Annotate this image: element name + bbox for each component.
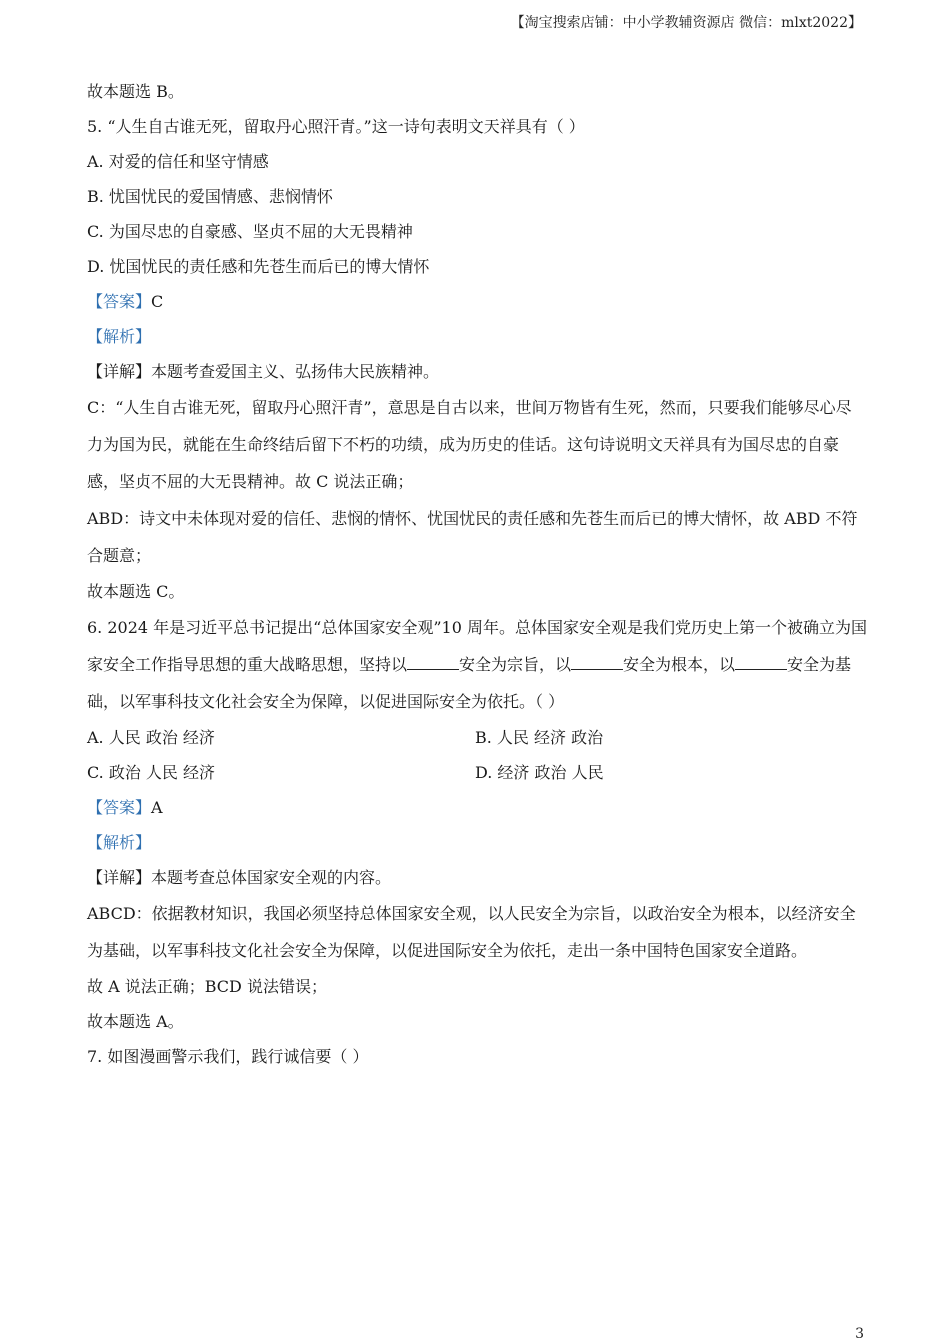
q6-analysis-tag: 【解析】 xyxy=(87,833,152,852)
q6-options-row-1 xyxy=(87,720,867,755)
fill-blank xyxy=(735,655,787,670)
page-header: 【淘宝搜索店铺：中小学教辅资源店 微信：mlxt2022】 xyxy=(510,15,862,31)
q6-detail: 【详解】本题考查总体国家安全观的内容。 xyxy=(87,868,392,887)
q5-option-c: C. 为国尽忠的自豪感、坚贞不屈的大无畏精神 xyxy=(87,222,413,241)
q7-stem: 7. 如图漫画警示我们，践行诚信要（ ） xyxy=(87,1047,369,1066)
answer-tag: 【答案】 xyxy=(87,798,152,817)
q5-option-b: B. 忧国忧民的爱国情感、悲悯情怀 xyxy=(87,187,333,206)
fill-blank xyxy=(571,655,623,670)
q5-stem: 5. “人生自古谁无死，留取丹心照汗青。”这一诗句表明文天祥具有（ ） xyxy=(87,117,585,136)
answer-value: C xyxy=(151,292,164,311)
q6-conclusion: 故本题选 A。 xyxy=(87,1012,184,1031)
q6-explanation: ABCD：依据教材知识，我国必须坚持总体国家安全观，以人民安全为宗旨，以政治安全为根本，以经济安全为基础，以军事科技文化社会安全为保障，以促进国际安全为依托，走出一条中国特色国家安全道路。 xyxy=(87,904,856,960)
q6-answer xyxy=(87,790,867,825)
answer-value: A xyxy=(151,798,163,817)
q6-options-row-2 xyxy=(87,755,867,790)
q5-explanation-abd: ABD：诗文中未体现对爱的信任、悲悯的情怀、忧国忧民的责任感和先苍生而后已的博大情怀，故 ABD 不符合题意； xyxy=(87,509,858,565)
q6-option-b: B. 人民 经济 政治 xyxy=(475,728,604,747)
previous-conclusion: 故本题选 B。 xyxy=(87,82,184,101)
q6-option-c: C. 政治 人民 经济 xyxy=(87,763,216,782)
q5-detail: 【详解】本题考查爱国主义、弘扬伟大民族精神。 xyxy=(87,362,440,381)
q5-analysis-tag: 【解析】 xyxy=(87,327,152,346)
q5-option-a: A. 对爱的信任和坚守情感 xyxy=(87,152,269,171)
q5-conclusion: 故本题选 C。 xyxy=(87,582,185,601)
q6-correctness: 故 A 说法正确；BCD 说法错误； xyxy=(87,977,327,996)
fill-blank xyxy=(407,655,459,670)
page-content xyxy=(87,74,867,1074)
answer-tag: 【答案】 xyxy=(87,292,152,311)
q6-option-a: A. 人民 政治 经济 xyxy=(87,728,215,747)
page-number: 3 xyxy=(855,1326,864,1342)
q5-explanation-c: C：“人生自古谁无死，留取丹心照汗青”，意思是自古以来，世间万物皆有生死，然而，只要我们能够尽心尽力为国为民，就能在生命终结后留下不朽的功绩，成为历史的佳话。这句诗说明文天祥具有为国尽忠的自豪感，坚贞不屈的大无畏精神。故 C 说法正确； xyxy=(87,398,852,491)
q5-option-d: D. 忧国忧民的责任感和先苍生而后已的博大情怀 xyxy=(87,257,430,276)
q5-answer xyxy=(87,284,867,319)
q6-stem: 6. 2024 年是习近平总书记提出“总体国家安全观”10 周年。总体国家安全观是我们党历史上第一个被确立为国家安全工作指导思想的重大战略思想，坚持以 安全为宗旨，以 安全为根本，以 安全为基础，以军事科技文化社会安全为保障，以促进国际安全为依托。（ ） xyxy=(87,618,867,711)
q6-option-d: D. 经济 政治 人民 xyxy=(475,763,604,782)
